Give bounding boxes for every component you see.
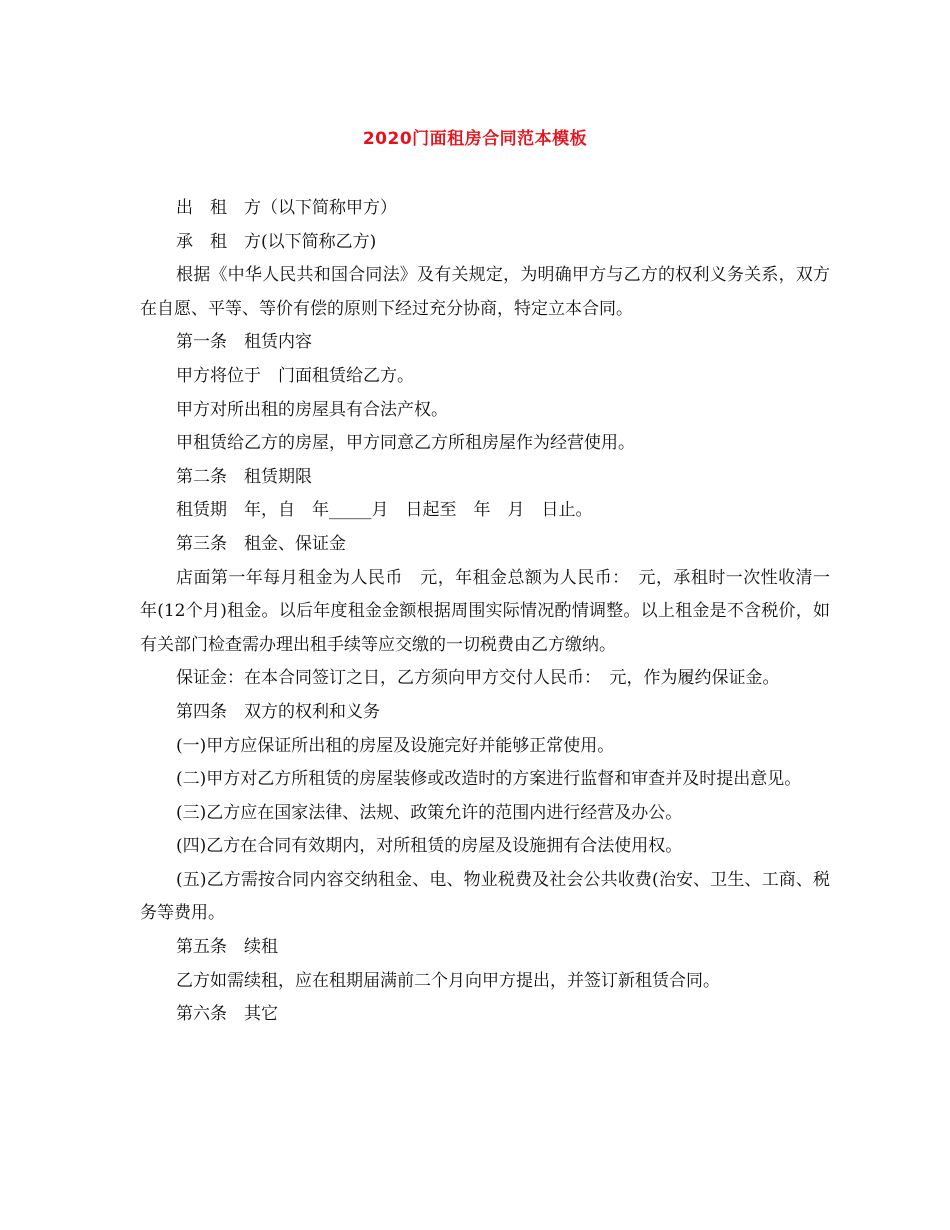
paragraph: 甲方对所出租的房屋具有合法产权。 [176,399,448,420]
article-heading-1: 第一条 租赁内容 [176,332,312,353]
article-heading-4: 第四条 双方的权利和义务 [176,701,380,722]
paragraph-lessor: 出 租 方（以下简称甲方） [176,198,397,218]
paragraph: 保证金：在本合同签订之日，乙方须向甲方交付人民币： 元，作为履约保证金。 [176,668,780,689]
article-heading-2: 第二条 租赁期限 [176,466,312,487]
paragraph-lessee: 承 租 方(以下简称乙方) [176,231,377,252]
paragraph: (二)甲方对乙方所租赁的房屋装修或改造时的方案进行监督和审查并及时提出意见。 [176,769,802,790]
article-heading-3: 第三条 租金、保证金 [176,533,346,554]
article-heading-6: 第六条 其它 [176,1004,278,1025]
paragraph: 甲方将位于 门面租赁给乙方。 [176,365,414,386]
paragraph: 乙方如需续租，应在租期届满前二个月向甲方提出，并签订新租赁合同。 [176,970,720,991]
paragraph-preamble: 根据《中华人民共和国合同法》及有关规定，为明确甲方与乙方的权利义务关系，双方在自愿、平等、等价有偿的原则下经过充分协商，特定立本合同。 [140,265,830,319]
paragraph: (五)乙方需按合同内容交纳租金、电、物业税费及社会公共收费(治安、卫生、工商、税务等费用。 [140,869,830,924]
paragraph: (三)乙方应在国家法律、法规、政策允许的范围内进行经营及办公。 [176,802,683,823]
paragraph: 租赁期 年，自 年_____月 日起至 年 月 日止。 [176,500,593,521]
article-heading-5: 第五条 续租 [176,937,278,958]
paragraph: (一)甲方应保证所出租的房屋及设施完好并能够正常使用。 [176,735,615,756]
document-title: 2020门面租房合同范本模板 [362,129,588,149]
paragraph: 店面第一年每月租金为人民币 元，年租金总额为人民币： 元，承租时一次性收清一年(12个月)租金。以后年度租金金额根据周围实际情况酌情调整。以上租金是不含税价，如有关部门检查需办理出租手续等应交缴的一切税费由乙方缴纳。 [140,567,830,655]
paragraph: (四)乙方在合同有效期内，对所租赁的房屋及设施拥有合法使用权。 [176,836,683,857]
document-body [140,192,830,1032]
paragraph: 甲租赁给乙方的房屋，甲方同意乙方所租房屋作为经营使用。 [176,433,635,454]
